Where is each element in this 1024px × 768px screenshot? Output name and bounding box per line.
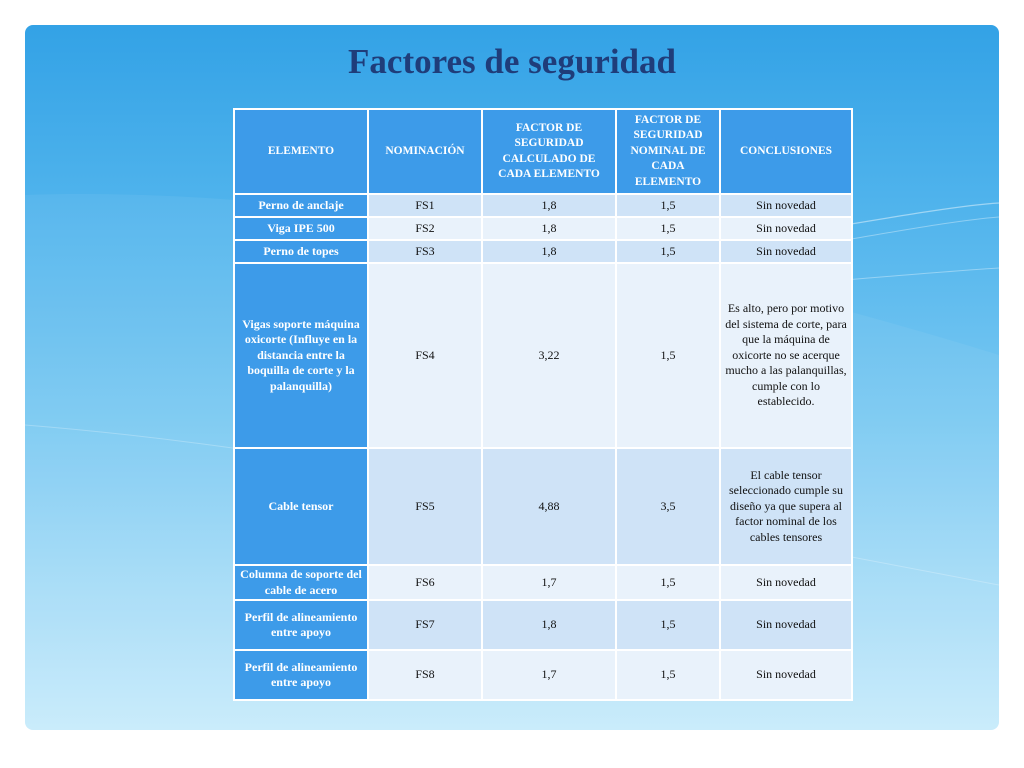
calculated-factor-cell: 1,7 bbox=[482, 565, 616, 600]
nominal-factor-cell: 1,5 bbox=[616, 217, 720, 240]
element-cell: Viga IPE 500 bbox=[234, 217, 368, 240]
calculated-factor-cell: 1,8 bbox=[482, 217, 616, 240]
table-header-row bbox=[234, 109, 852, 194]
nomination-cell: FS7 bbox=[368, 600, 482, 650]
table-row bbox=[234, 217, 852, 240]
header-cell: FACTOR DE SEGURIDAD NOMINAL DE CADA ELEMENTO bbox=[616, 109, 720, 194]
conclusion-cell: Sin novedad bbox=[720, 217, 852, 240]
nomination-cell: FS3 bbox=[368, 240, 482, 263]
conclusion-cell: Sin novedad bbox=[720, 650, 852, 700]
calculated-factor-cell: 1,8 bbox=[482, 240, 616, 263]
conclusion-cell: Sin novedad bbox=[720, 240, 852, 263]
header-cell: ELEMENTO bbox=[234, 109, 368, 194]
element-cell: Perfil de alineamiento entre apoyo bbox=[234, 600, 368, 650]
nominal-factor-cell: 1,5 bbox=[616, 240, 720, 263]
table-row bbox=[234, 565, 852, 600]
slide-title: Factores de seguridad bbox=[348, 42, 676, 81]
conclusion-cell: Es alto, pero por motivo del sistema de corte, para que la máquina de oxicorte no se acerque mucho a las palanquillas, cumple con lo establecido. bbox=[720, 263, 852, 448]
table-row bbox=[234, 448, 852, 565]
header-cell: NOMINACIÓN bbox=[368, 109, 482, 194]
element-cell: Perno de topes bbox=[234, 240, 368, 263]
element-cell: Vigas soporte máquina oxicorte (Influye en la distancia entre la boquilla de corte y la palanquilla) bbox=[234, 263, 368, 448]
calculated-factor-cell: 4,88 bbox=[482, 448, 616, 565]
element-cell: Columna de soporte del cable de acero bbox=[234, 565, 368, 600]
nominal-factor-cell: 1,5 bbox=[616, 600, 720, 650]
nominal-factor-cell: 3,5 bbox=[616, 448, 720, 565]
header-cell: CONCLUSIONES bbox=[720, 109, 852, 194]
conclusion-cell: Sin novedad bbox=[720, 194, 852, 217]
safety-factors-table bbox=[233, 108, 853, 701]
calculated-factor-cell: 1,7 bbox=[482, 650, 616, 700]
element-cell: Perfil de alineamiento entre apoyo bbox=[234, 650, 368, 700]
header-cell: FACTOR DE SEGURIDAD CALCULADO DE CADA ELEMENTO bbox=[482, 109, 616, 194]
calculated-factor-cell: 1,8 bbox=[482, 194, 616, 217]
element-cell: Perno de anclaje bbox=[234, 194, 368, 217]
table-row bbox=[234, 600, 852, 650]
table-row bbox=[234, 194, 852, 217]
nomination-cell: FS5 bbox=[368, 448, 482, 565]
conclusion-cell: Sin novedad bbox=[720, 565, 852, 600]
nominal-factor-cell: 1,5 bbox=[616, 650, 720, 700]
nomination-cell: FS8 bbox=[368, 650, 482, 700]
nomination-cell: FS1 bbox=[368, 194, 482, 217]
table-row bbox=[234, 263, 852, 448]
table-row bbox=[234, 240, 852, 263]
calculated-factor-cell: 1,8 bbox=[482, 600, 616, 650]
conclusion-cell: El cable tensor seleccionado cumple su diseño ya que supera al factor nominal de los cables tensores bbox=[720, 448, 852, 565]
table-row bbox=[234, 650, 852, 700]
calculated-factor-cell: 3,22 bbox=[482, 263, 616, 448]
nominal-factor-cell: 1,5 bbox=[616, 565, 720, 600]
nominal-factor-cell: 1,5 bbox=[616, 263, 720, 448]
nominal-factor-cell: 1,5 bbox=[616, 194, 720, 217]
conclusion-cell: Sin novedad bbox=[720, 600, 852, 650]
element-cell: Cable tensor bbox=[234, 448, 368, 565]
nomination-cell: FS2 bbox=[368, 217, 482, 240]
nomination-cell: FS6 bbox=[368, 565, 482, 600]
nomination-cell: FS4 bbox=[368, 263, 482, 448]
